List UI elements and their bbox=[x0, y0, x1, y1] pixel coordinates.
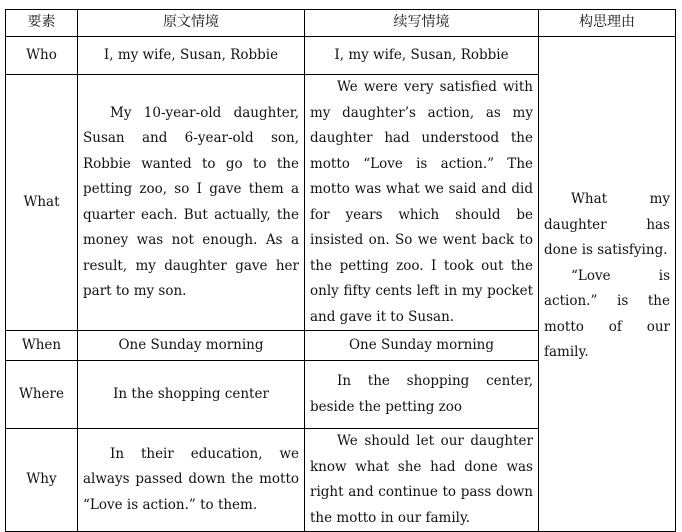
header-original-context: 原文情境 bbox=[78, 10, 305, 37]
row-label-who: Who bbox=[6, 37, 78, 75]
header-continuation-context: 续写情境 bbox=[305, 10, 539, 37]
header-element: 要素 bbox=[6, 10, 78, 37]
row-label-what: What bbox=[6, 75, 78, 331]
cell-original-what: My 10-year-old daughter, Susan and 6-year-old son, Robbie wanted to go to the petting zoo, so I gave them a quarter each. But actually, the money was not enough. As a result, my daughter gave her part to my son. bbox=[78, 75, 305, 331]
cell-continuation-why: We should let our daughter know what she had done was right and continue to pass down the motto in our family. bbox=[305, 429, 539, 532]
row-label-where: Where bbox=[6, 361, 78, 429]
header-reasoning: 构思理由 bbox=[539, 10, 676, 37]
row-label-when: When bbox=[6, 331, 78, 361]
cell-continuation-what: We were very satisfied with my daughter’s action, as my daughter had understood the motto “Love is action.” The motto was what we said and did for years which should be insisted on. So we went back to the petting zoo. I took out the only fifty cents left in my pocket and gave it to Susan. bbox=[305, 75, 539, 331]
table-row-who bbox=[6, 37, 676, 75]
cell-original-why: In their education, we always passed down the motto “Love is action.” to them. bbox=[78, 429, 305, 532]
cell-reasoning bbox=[539, 37, 676, 532]
cell-continuation-where: In the shopping center, beside the petting zoo bbox=[305, 361, 539, 429]
cell-original-where: In the shopping center bbox=[78, 361, 305, 429]
cell-original-when: One Sunday morning bbox=[78, 331, 305, 361]
story-analysis-table bbox=[5, 9, 676, 532]
cell-continuation-who: I, my wife, Susan, Robbie bbox=[305, 37, 539, 75]
reason-line-1: What my daughter has done is satisfying. bbox=[544, 191, 670, 258]
cell-continuation-when: One Sunday morning bbox=[305, 331, 539, 361]
reason-line-2: “Love is action.” is the motto of our family. bbox=[544, 267, 670, 360]
row-label-why: Why bbox=[6, 429, 78, 532]
header-row bbox=[6, 10, 676, 37]
cell-original-who: I, my wife, Susan, Robbie bbox=[78, 37, 305, 75]
